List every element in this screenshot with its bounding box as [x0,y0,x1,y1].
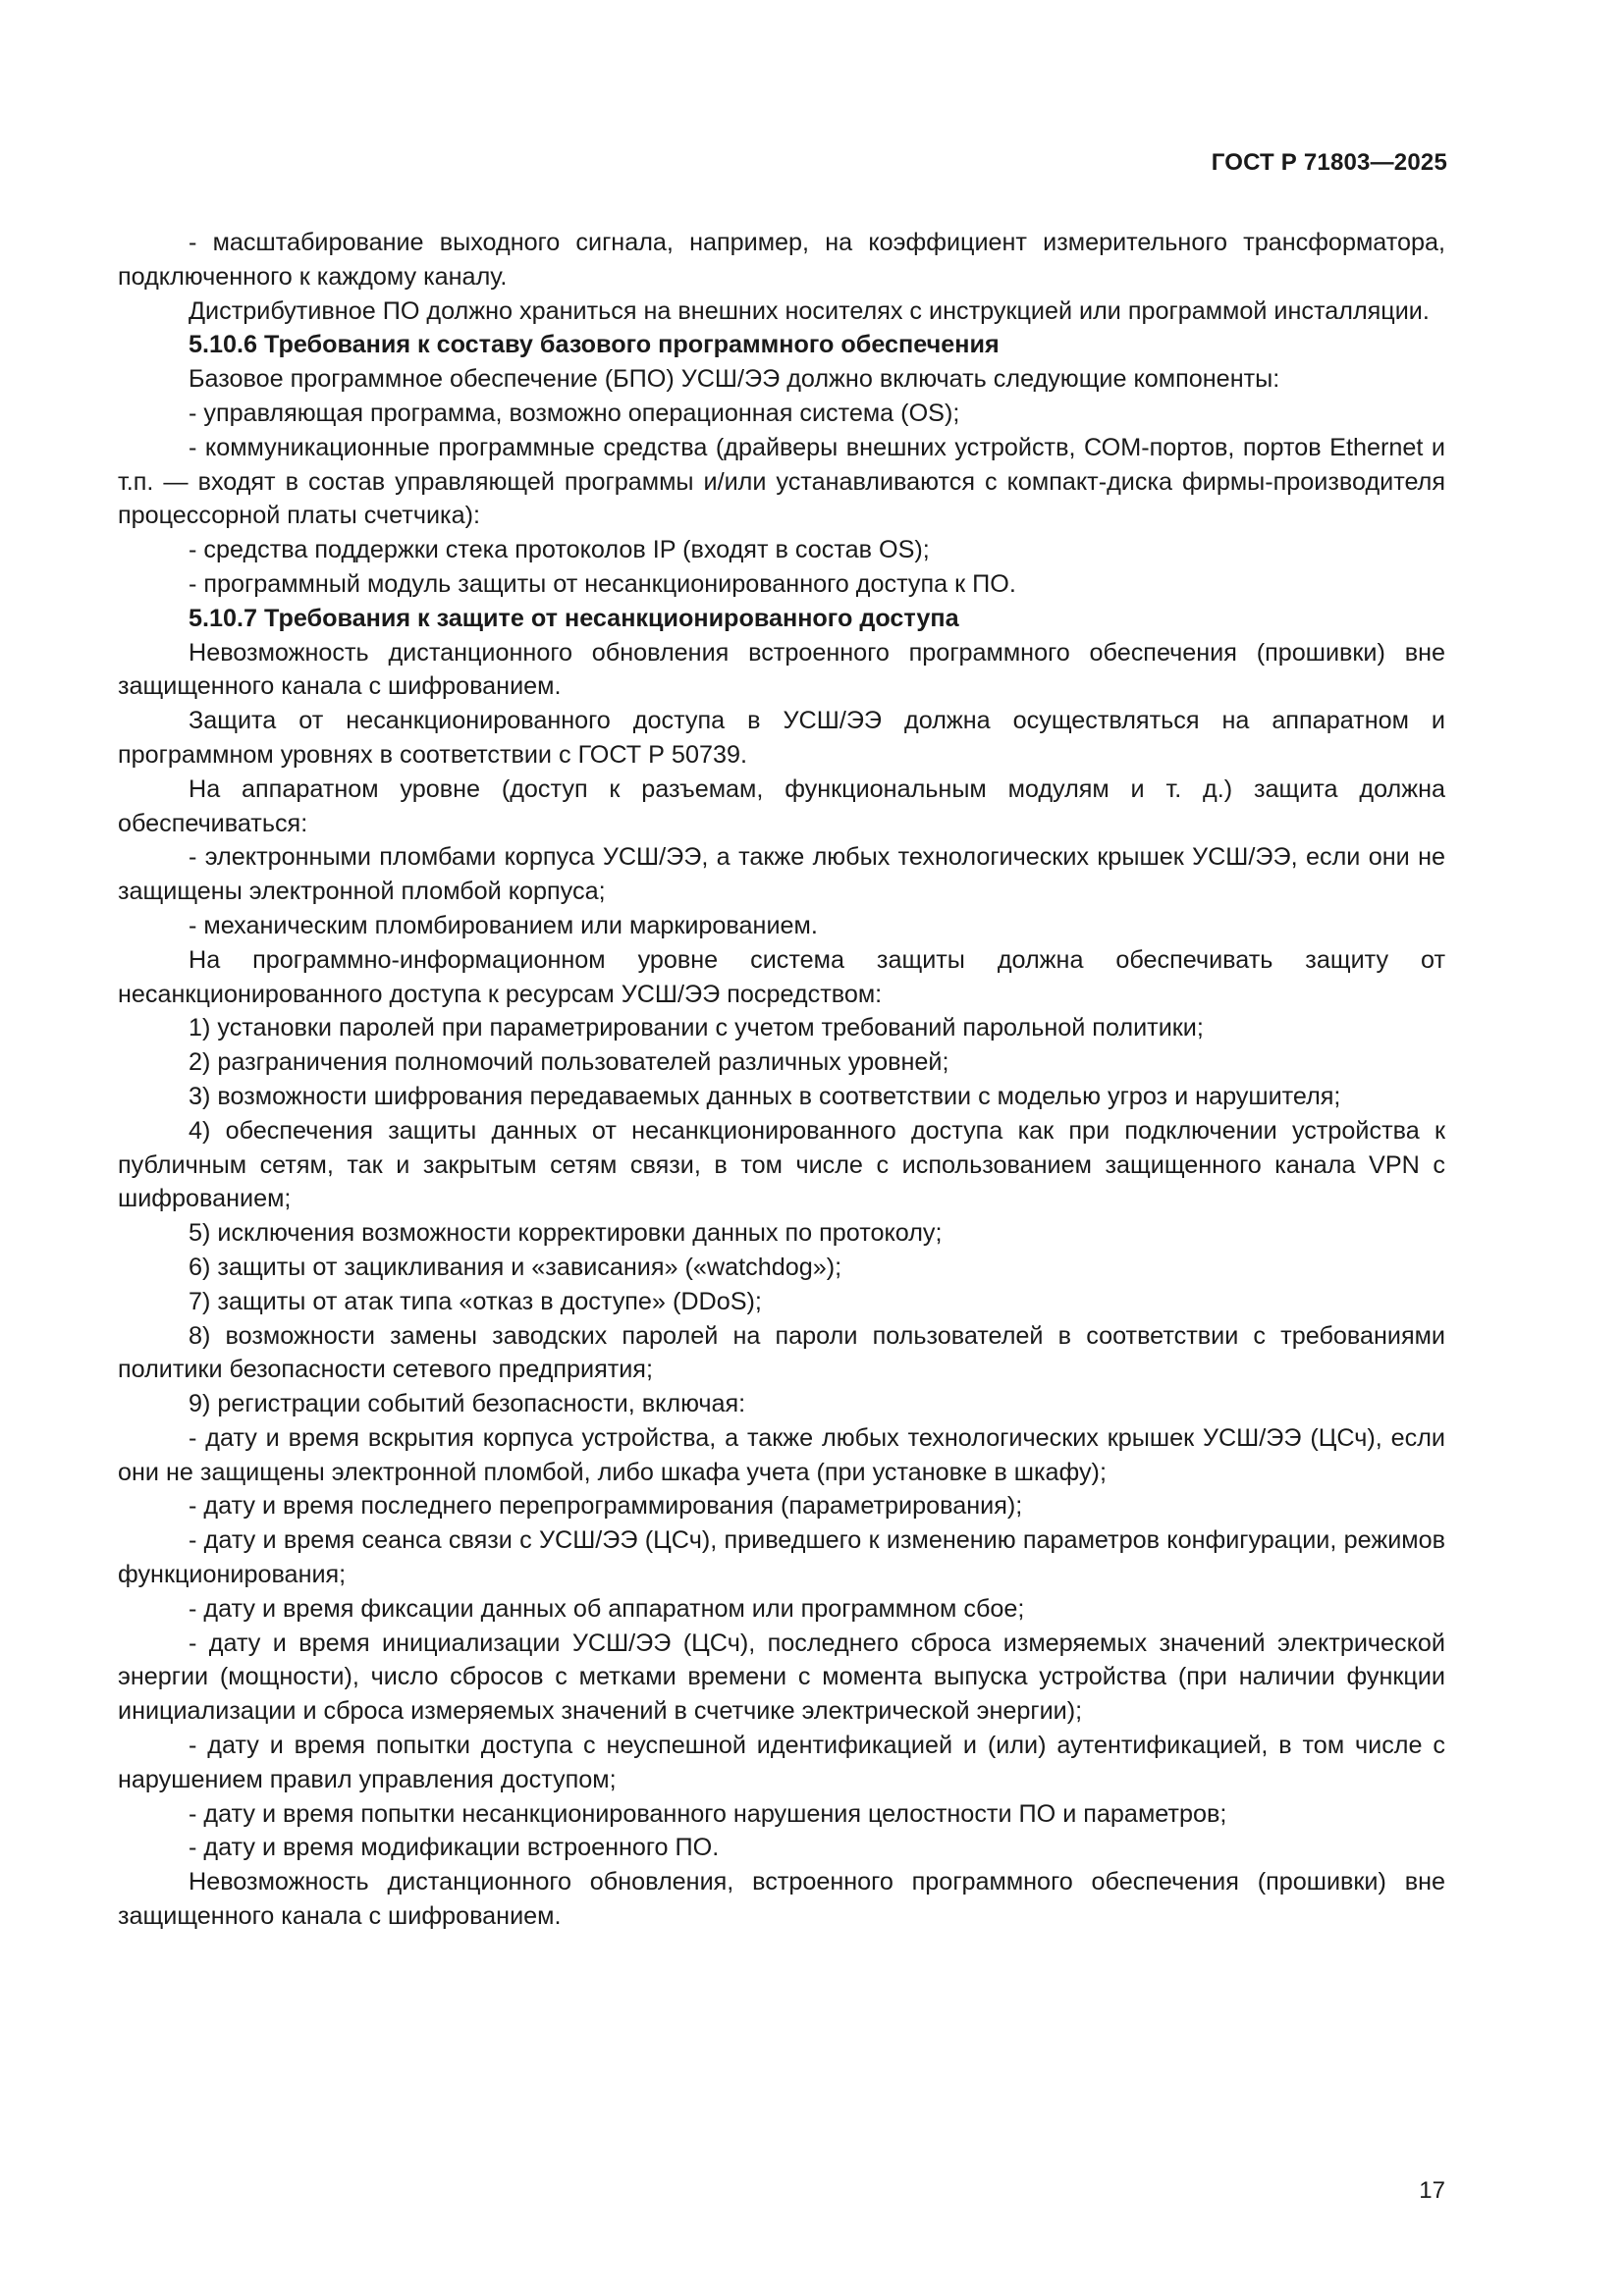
body-paragraph: - коммуникационные программные средства (драйверы внешних устройств, СОМ-портов, портов Ethernet и т.п. — входят в состав управляющей программы и/или устанавливаются с компакт-диска фирмы-производителя процессорной платы счетчика): [118,433,1445,530]
body-paragraph: Базовое программное обеспечение (БПО) УСШ/ЭЭ должно включать следующие компоненты: [189,365,1280,394]
body-paragraph: 5) исключения возможности корректировки данных по протоколу; [189,1219,943,1248]
body-paragraph: 9) регистрации событий безопасности, включая: [189,1390,746,1418]
body-paragraph: На аппаратном уровне (доступ к разъемам, функциональным модулям и т. д.) защита должна обеспечиваться: [118,774,1445,837]
body-paragraph: 4) обеспечения защиты данных от несанкционированного доступа как при подключении устройства к публичным сетям, так и закрытым сетям связи, в том числе с использованием защищенного канала VPN с шифрованием; [118,1116,1445,1213]
body-paragraph: Дистрибутивное ПО должно храниться на внешних носителях с инструкцией или программой инсталляции. [189,296,1430,325]
body-paragraph: - дату и время последнего перепрограммирования (параметрирования); [189,1492,1023,1521]
body-paragraph: - программный модуль защиты от несанкционированного доступа к ПО. [189,569,1016,598]
section-heading: 5.10.6 Требования к составу базового программного обеспечения [189,331,1000,359]
section-heading: 5.10.7 Требования к защите от несанкционированного доступа [189,604,959,632]
body-paragraph: - механическим пломбированием или маркированием. [189,911,818,939]
body-paragraph: - управляющая программа, возможно операционная система (OS); [189,399,960,427]
body-paragraph: - электронными пломбами корпуса УСШ/ЭЭ, а также любых технологических крышек УСШ/ЭЭ, если они не защищены электронной пломбой корпуса; [118,843,1445,906]
body-paragraph: Невозможность дистанционного обновления встроенного программного обеспечения (прошивки) вне защищенного канала с шифрованием. [118,638,1445,701]
body-paragraph: - дату и время фиксации данных об аппаратном или программном сбое; [189,1594,1025,1623]
body-paragraph: - дату и время попытки доступа с неуспешной идентификацией и (или) аутентификацией, в том числе с нарушением правил управления доступом; [118,1732,1445,1793]
body-paragraph: 2) разграничения полномочий пользователей различных уровней; [189,1048,949,1077]
body-paragraph: - дату и время модификации встроенного ПО. [189,1834,720,1862]
body-paragraph: - масштабирование выходного сигнала, например, на коэффициент измерительного трансформатора, подключенного к каждому каналу. [118,229,1445,291]
body-paragraph: - дату и время попытки несанкционированного нарушения целостности ПО и параметров; [189,1799,1227,1828]
body-paragraph: 7) защиты от атак типа «отказ в доступе» (DDoS); [189,1287,762,1315]
body-paragraph: - дату и время сеанса связи с УСШ/ЭЭ (ЦСч), приведшего к изменению параметров конфигурации, режимов функционирования; [118,1526,1445,1589]
body-paragraph: 1) установки паролей при параметрировании с учетом требований парольной политики; [189,1014,1204,1042]
document-body [118,226,1445,1934]
page-number: 17 [1419,2177,1445,2204]
body-paragraph: 6) защиты от зацикливания и «зависания» («watchdog»); [189,1253,842,1281]
body-paragraph: 3) возможности шифрования передаваемых данных в соответствии с моделью угроз и нарушителя; [189,1082,1341,1110]
body-paragraph: Защита от несанкционированного доступа в УСШ/ЭЭ должна осуществляться на аппаратном и программном уровнях в соответствии с ГОСТ Р 50739. [118,707,1445,769]
body-paragraph: - дату и время вскрытия корпуса устройства, а также любых технологических крышек УСШ/ЭЭ (ЦСч), если они не защищены электронной пломбой, либо шкафа учета (при установке в шкафу); [118,1423,1445,1486]
body-paragraph: На программно-информационном уровне система защиты должна обеспечивать защиту от несанкционированного доступа к ресурсам УСШ/ЭЭ посредством: [118,945,1445,1008]
body-paragraph: Невозможность дистанционного обновления, встроенного программного обеспечения (прошивки) вне защищенного канала с шифрованием. [118,1868,1445,1931]
body-paragraph: - средства поддержки стека протоколов IP (входят в состав OS); [189,536,930,564]
document-header-standard: ГОСТ Р 71803—2025 [1211,149,1447,176]
body-paragraph: - дату и время инициализации УСШ/ЭЭ (ЦСч), последнего сброса измеряемых значений электрической энергии (мощности), число сбросов с метками времени с момента выпуска устройства (при наличии функции инициализации и сброса измеряемых значений в счетчике электрической энергии); [118,1629,1445,1726]
body-paragraph: 8) возможности замены заводских паролей на пароли пользователей в соответствии с требованиями политики безопасности сетевого предприятия; [118,1321,1445,1384]
